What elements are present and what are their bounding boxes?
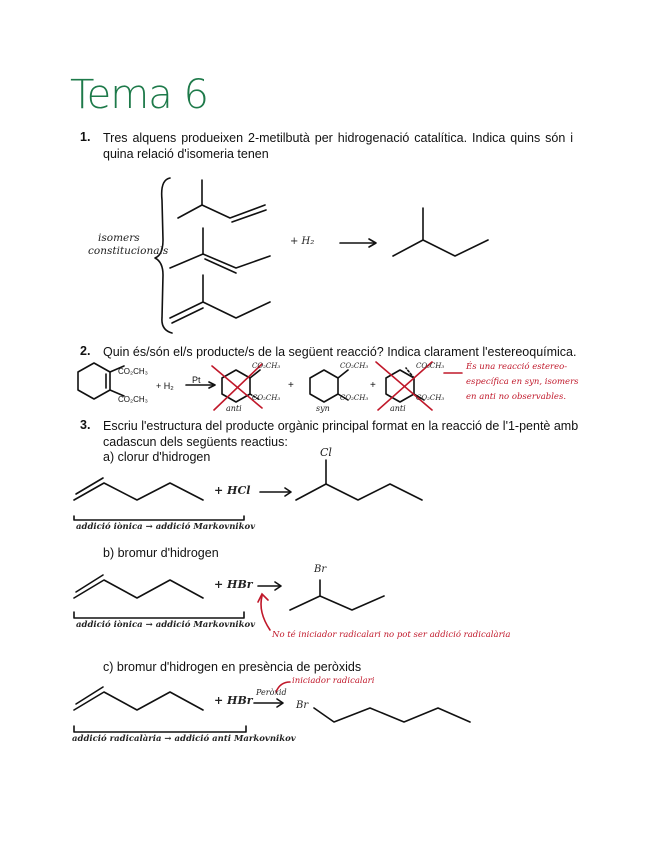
- q1-note-line1: isomers: [98, 232, 140, 244]
- q3c-bracket: [74, 726, 246, 732]
- q3a-product-atom: Cl: [320, 446, 332, 459]
- q3-text-line2: cadascun dels següents reactius:: [103, 435, 288, 449]
- q3a-bracket: [74, 516, 244, 520]
- q2-substituent-top: CO₂CH₃: [118, 367, 148, 376]
- product-1-label: anti: [226, 404, 242, 413]
- methylbutane-chain: [393, 240, 488, 256]
- q2-catalyst: Pt: [192, 375, 201, 385]
- q3b-red-note: No té iniciador radicalari no pot ser addició radicalària: [272, 630, 511, 640]
- q2-number: 2.: [80, 344, 91, 358]
- q2-note-line2: específica en syn, isomers: [466, 377, 579, 387]
- q3a-reagent: + HCl: [214, 484, 251, 497]
- q1-number: 1.: [80, 130, 91, 144]
- q3a-note: addició iònica → addició Markovnikov: [76, 522, 256, 532]
- product-b-chain: [290, 596, 384, 610]
- q3b-product-atom: Br: [314, 564, 327, 575]
- q1-note-line2: constitucionals: [88, 245, 169, 257]
- q3c-reagent: + HBr: [214, 694, 253, 707]
- q3b-reagent: + HBr: [214, 578, 253, 591]
- pentene-b-chain: [74, 580, 203, 598]
- page-title: Tema 6: [70, 72, 208, 118]
- product-c-chain: [314, 708, 470, 722]
- q2-substituent-bottom: CO₂CH₃: [118, 395, 148, 404]
- q2-reagent: + H₂: [156, 381, 174, 391]
- q3-number: 3.: [80, 418, 91, 432]
- q3c-arrow-label: Peròxid: [256, 688, 287, 697]
- q2-note-line1: És una reacció estereo-: [466, 362, 568, 372]
- product-2-ring: [310, 370, 338, 402]
- red-arrow-b-head: [258, 594, 268, 602]
- plus-1: +: [288, 380, 294, 391]
- product-2-ester-top: [338, 370, 348, 378]
- q3-part-c-label: c) bromur d'hidrogen en presència de peròxids: [103, 660, 362, 674]
- q3b-note: addició iònica → addició Markovnikov: [76, 620, 256, 630]
- product-1-sub-top: CO₂CH₃: [252, 362, 281, 370]
- pentene-a-chain: [74, 483, 203, 500]
- product-2-sub-top: CO₂CH₃: [340, 362, 369, 370]
- alkene-3-chain: [170, 302, 270, 318]
- q3-part-a-label: a) clorur d'hidrogen: [103, 450, 211, 464]
- q3-text-line1: Escriu l'estructura del producte orgànic principal format en la reacció de l'1-pentè amb: [103, 419, 579, 433]
- pentene-c-chain: [74, 692, 203, 710]
- product-2-sub-bottom: CO₂CH₃: [340, 394, 369, 402]
- q3b-bracket: [74, 612, 244, 618]
- q3c-product-atom: Br: [296, 700, 309, 711]
- product-2-label: syn: [316, 404, 330, 413]
- q1-reagent: + H₂: [290, 236, 315, 247]
- q3c-red-note: iniciador radicalari: [292, 676, 375, 686]
- red-arrow-b: [261, 596, 270, 630]
- product-1-sub-bottom: CO₂CH₃: [252, 394, 281, 402]
- product-3-sub-bottom: CO₂CH₃: [416, 394, 445, 402]
- product-a-chain: [296, 484, 422, 500]
- product-3-sub-top: CO₂CH₃: [416, 362, 445, 370]
- q2-text: Quin és/són el/s producte/s de la següent reacció? Indica clarament l'estereoquímica.: [103, 345, 577, 359]
- alkene-1-chain: [178, 205, 265, 218]
- plus-2: +: [370, 380, 376, 391]
- q3-part-b-label: b) bromur d'hidrogen: [103, 546, 219, 560]
- q3c-note: addició radicalària → addició anti Markovnikov: [72, 734, 296, 744]
- q2-note-line3: en anti no observables.: [466, 392, 567, 402]
- q1-text: Tres alquens produeixen 2-metilbutà per hidrogenació catalítica. Indica quins són i quina relació d'isomeria tenen: [103, 131, 573, 161]
- product-3-label: anti: [390, 404, 406, 413]
